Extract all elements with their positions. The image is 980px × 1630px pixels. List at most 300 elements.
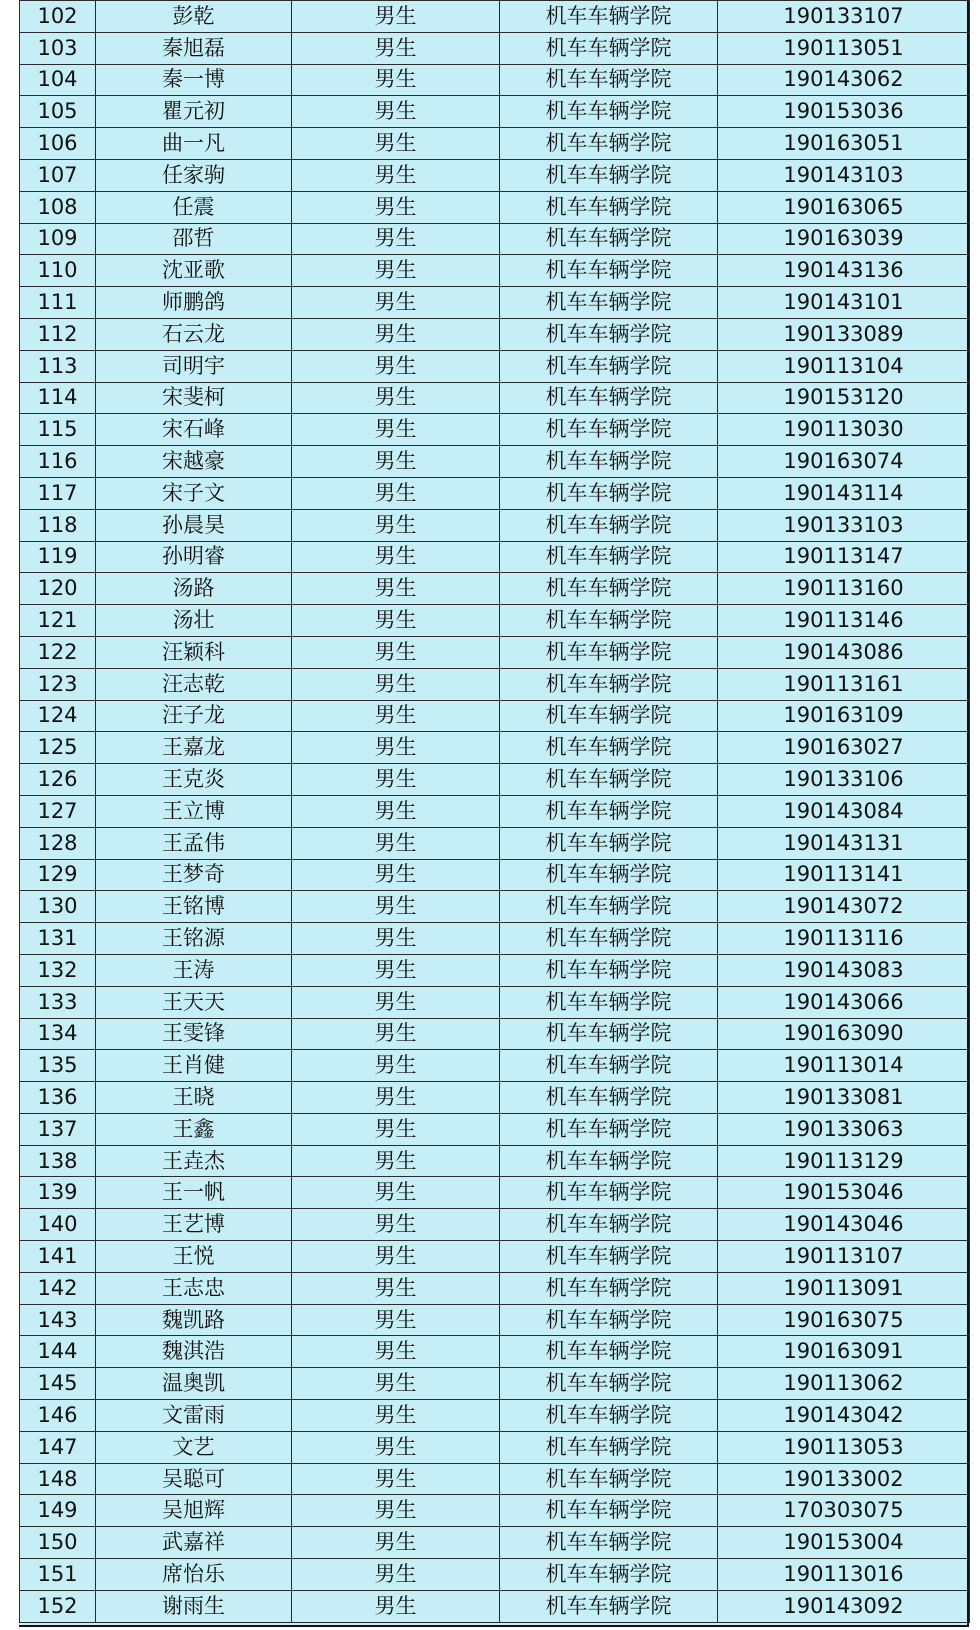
gender-cell: 男生 [292,1209,500,1241]
college-cell: 机车车辆学院 [500,509,718,541]
student-id-cell: 190143083 [718,954,970,986]
row-number-cell: 149 [20,1495,96,1527]
college-cell: 机车车辆学院 [500,668,718,700]
college-cell: 机车车辆学院 [500,573,718,605]
row-number-cell: 147 [20,1431,96,1463]
table-row [20,827,970,859]
row-number-cell: 115 [20,414,96,446]
gender-cell: 男生 [292,795,500,827]
table-row [20,382,970,414]
row-number-cell: 132 [20,954,96,986]
table-row [20,636,970,668]
student-name-cell: 吴聪可 [96,1463,292,1495]
student-name-cell: 汪颖科 [96,636,292,668]
gender-cell: 男生 [292,859,500,891]
student-name-cell: 王鑫 [96,1113,292,1145]
college-cell: 机车车辆学院 [500,636,718,668]
college-cell: 机车车辆学院 [500,1145,718,1177]
gender-cell: 男生 [292,1527,500,1559]
student-name-cell: 武嘉祥 [96,1527,292,1559]
row-number-cell: 109 [20,223,96,255]
row-number-cell: 151 [20,1559,96,1591]
student-name-cell: 任震 [96,191,292,223]
student-name-cell: 汤路 [96,573,292,605]
student-id-cell: 190113016 [718,1559,970,1591]
table-row [20,1431,970,1463]
table-row [20,732,970,764]
student-id-cell: 190133103 [718,509,970,541]
gender-cell: 男生 [292,1400,500,1432]
table-row [20,64,970,96]
college-cell: 机车车辆学院 [500,32,718,64]
student-id-cell: 190163090 [718,1018,970,1050]
student-name-cell: 王涛 [96,954,292,986]
gender-cell: 男生 [292,700,500,732]
row-number-cell: 111 [20,287,96,319]
table-row [20,1272,970,1304]
student-id-cell: 190163074 [718,446,970,478]
student-name-cell: 王铭源 [96,923,292,955]
student-id-cell: 190133107 [718,1,970,33]
student-id-cell: 190143086 [718,636,970,668]
gender-cell: 男生 [292,1241,500,1273]
college-cell: 机车车辆学院 [500,1304,718,1336]
table-row [20,1495,970,1527]
student-id-cell: 190113062 [718,1368,970,1400]
table-row [20,1304,970,1336]
table-row [20,859,970,891]
college-cell: 机车车辆学院 [500,1463,718,1495]
gender-cell: 男生 [292,159,500,191]
gender-cell: 男生 [292,668,500,700]
table-row [20,255,970,287]
student-id-cell: 190113107 [718,1241,970,1273]
student-name-cell: 宋越豪 [96,446,292,478]
student-id-cell: 190113104 [718,350,970,382]
student-name-cell: 王克炎 [96,764,292,796]
student-name-cell: 司明宇 [96,350,292,382]
row-number-cell: 110 [20,255,96,287]
table-row [20,1590,970,1622]
row-number-cell: 133 [20,986,96,1018]
row-number-cell: 152 [20,1590,96,1622]
row-number-cell: 116 [20,446,96,478]
college-cell: 机车车辆学院 [500,1368,718,1400]
student-name-cell: 王雯锋 [96,1018,292,1050]
row-number-cell: 135 [20,1050,96,1082]
student-id-cell: 190133002 [718,1463,970,1495]
student-id-cell: 190143136 [718,255,970,287]
row-number-cell: 124 [20,700,96,732]
table-row [20,1082,970,1114]
student-name-cell: 任家驹 [96,159,292,191]
student-name-cell: 秦一博 [96,64,292,96]
row-number-cell: 136 [20,1082,96,1114]
gender-cell: 男生 [292,986,500,1018]
student-name-cell: 王嘉龙 [96,732,292,764]
student-id-cell: 190113160 [718,573,970,605]
row-number-cell: 150 [20,1527,96,1559]
student-id-cell: 190143103 [718,159,970,191]
table-row [20,446,970,478]
college-cell: 机车车辆学院 [500,764,718,796]
table-row [20,1400,970,1432]
table-row [20,795,970,827]
student-id-cell: 190143092 [718,1590,970,1622]
row-number-cell: 106 [20,128,96,160]
gender-cell: 男生 [292,414,500,446]
student-id-cell: 190153120 [718,382,970,414]
gender-cell: 男生 [292,1463,500,1495]
student-name-cell: 宋斐柯 [96,382,292,414]
row-number-cell: 130 [20,891,96,923]
table-row [20,1050,970,1082]
row-number-cell: 128 [20,827,96,859]
student-name-cell: 谢雨生 [96,1590,292,1622]
college-cell: 机车车辆学院 [500,795,718,827]
gender-cell: 男生 [292,1495,500,1527]
student-name-cell: 石云龙 [96,318,292,350]
student-name-cell: 王梦奇 [96,859,292,891]
student-name-cell: 文艺 [96,1431,292,1463]
table-row [20,1336,970,1368]
table-row [20,350,970,382]
gender-cell: 男生 [292,1,500,33]
row-number-cell: 138 [20,1145,96,1177]
gender-cell: 男生 [292,923,500,955]
row-number-cell: 126 [20,764,96,796]
row-number-cell: 108 [20,191,96,223]
gender-cell: 男生 [292,350,500,382]
college-cell: 机车车辆学院 [500,1,718,33]
table-row [20,414,970,446]
student-id-cell: 190153046 [718,1177,970,1209]
roster-table-body [20,1,970,1623]
student-id-cell: 190143072 [718,891,970,923]
gender-cell: 男生 [292,1145,500,1177]
student-name-cell: 师鹏鸽 [96,287,292,319]
college-cell: 机车车辆学院 [500,446,718,478]
student-name-cell: 王肖健 [96,1050,292,1082]
student-name-cell: 王孟伟 [96,827,292,859]
student-name-cell: 王艺博 [96,1209,292,1241]
row-number-cell: 102 [20,1,96,33]
student-id-cell: 190113051 [718,32,970,64]
gender-cell: 男生 [292,764,500,796]
gender-cell: 男生 [292,605,500,637]
student-name-cell: 汪子龙 [96,700,292,732]
student-name-cell: 彭乾 [96,1,292,33]
table-row [20,159,970,191]
student-name-cell: 沈亚歌 [96,255,292,287]
college-cell: 机车车辆学院 [500,223,718,255]
student-name-cell: 瞿元初 [96,96,292,128]
college-cell: 机车车辆学院 [500,1082,718,1114]
college-cell: 机车车辆学院 [500,1495,718,1527]
row-number-cell: 121 [20,605,96,637]
table-row [20,128,970,160]
college-cell: 机车车辆学院 [500,1177,718,1209]
student-name-cell: 王铭博 [96,891,292,923]
row-number-cell: 148 [20,1463,96,1495]
gender-cell: 男生 [292,96,500,128]
college-cell: 机车车辆学院 [500,891,718,923]
college-cell: 机车车辆学院 [500,923,718,955]
gender-cell: 男生 [292,1272,500,1304]
gender-cell: 男生 [292,1177,500,1209]
row-number-cell: 105 [20,96,96,128]
gender-cell: 男生 [292,1590,500,1622]
student-id-cell: 190143114 [718,477,970,509]
gender-cell: 男生 [292,1050,500,1082]
student-name-cell: 席怡乐 [96,1559,292,1591]
gender-cell: 男生 [292,827,500,859]
gender-cell: 男生 [292,223,500,255]
row-number-cell: 120 [20,573,96,605]
college-cell: 机车车辆学院 [500,605,718,637]
student-id-cell: 190133106 [718,764,970,796]
roster-sheet [19,0,969,1627]
table-row [20,1,970,33]
student-name-cell: 温奥凯 [96,1368,292,1400]
row-number-cell: 140 [20,1209,96,1241]
gender-cell: 男生 [292,32,500,64]
student-id-cell: 190163039 [718,223,970,255]
gender-cell: 男生 [292,1336,500,1368]
row-number-cell: 103 [20,32,96,64]
table-row [20,764,970,796]
student-name-cell: 王一帆 [96,1177,292,1209]
gender-cell: 男生 [292,1018,500,1050]
student-name-cell: 魏凯路 [96,1304,292,1336]
student-name-cell: 魏淇浩 [96,1336,292,1368]
student-name-cell: 王晓 [96,1082,292,1114]
table-row [20,1527,970,1559]
student-id-cell: 190133089 [718,318,970,350]
student-id-cell: 190163051 [718,128,970,160]
student-id-cell: 190143046 [718,1209,970,1241]
table-row [20,1177,970,1209]
student-id-cell: 190143042 [718,1400,970,1432]
gender-cell: 男生 [292,732,500,764]
student-id-cell: 190133081 [718,1082,970,1114]
college-cell: 机车车辆学院 [500,350,718,382]
table-row [20,1559,970,1591]
student-name-cell: 邵哲 [96,223,292,255]
table-row [20,954,970,986]
table-row [20,605,970,637]
student-name-cell: 汤壮 [96,605,292,637]
student-id-cell: 190143062 [718,64,970,96]
college-cell: 机车车辆学院 [500,700,718,732]
student-id-cell: 190113053 [718,1431,970,1463]
student-roster-table [19,0,970,1623]
student-name-cell: 孙晨昊 [96,509,292,541]
gender-cell: 男生 [292,573,500,605]
college-cell: 机车车辆学院 [500,1209,718,1241]
table-row [20,1113,970,1145]
row-number-cell: 104 [20,64,96,96]
student-id-cell: 190113147 [718,541,970,573]
row-number-cell: 142 [20,1272,96,1304]
college-cell: 机车车辆学院 [500,732,718,764]
gender-cell: 男生 [292,1431,500,1463]
student-id-cell: 190143101 [718,287,970,319]
gender-cell: 男生 [292,1559,500,1591]
student-name-cell: 曲一凡 [96,128,292,160]
table-row [20,1368,970,1400]
table-row [20,1209,970,1241]
row-number-cell: 112 [20,318,96,350]
gender-cell: 男生 [292,477,500,509]
table-row [20,223,970,255]
student-id-cell: 190113014 [718,1050,970,1082]
college-cell: 机车车辆学院 [500,191,718,223]
college-cell: 机车车辆学院 [500,128,718,160]
college-cell: 机车车辆学院 [500,414,718,446]
college-cell: 机车车辆学院 [500,541,718,573]
gender-cell: 男生 [292,541,500,573]
gender-cell: 男生 [292,954,500,986]
student-name-cell: 宋子文 [96,477,292,509]
college-cell: 机车车辆学院 [500,954,718,986]
gender-cell: 男生 [292,255,500,287]
row-number-cell: 119 [20,541,96,573]
college-cell: 机车车辆学院 [500,382,718,414]
row-number-cell: 134 [20,1018,96,1050]
row-number-cell: 117 [20,477,96,509]
student-id-cell: 190163109 [718,700,970,732]
table-row [20,287,970,319]
gender-cell: 男生 [292,509,500,541]
table-row [20,541,970,573]
college-cell: 机车车辆学院 [500,1241,718,1273]
row-number-cell: 114 [20,382,96,414]
college-cell: 机车车辆学院 [500,1527,718,1559]
college-cell: 机车车辆学院 [500,1018,718,1050]
table-row [20,923,970,955]
student-name-cell: 王垚杰 [96,1145,292,1177]
college-cell: 机车车辆学院 [500,1050,718,1082]
college-cell: 机车车辆学院 [500,827,718,859]
student-id-cell: 190153004 [718,1527,970,1559]
student-id-cell: 190113116 [718,923,970,955]
gender-cell: 男生 [292,1082,500,1114]
student-name-cell: 秦旭磊 [96,32,292,64]
row-number-cell: 118 [20,509,96,541]
row-number-cell: 125 [20,732,96,764]
row-number-cell: 122 [20,636,96,668]
student-name-cell: 孙明睿 [96,541,292,573]
row-number-cell: 143 [20,1304,96,1336]
student-id-cell: 190113129 [718,1145,970,1177]
student-id-cell: 190113146 [718,605,970,637]
table-row [20,318,970,350]
table-row [20,1018,970,1050]
student-id-cell: 190143131 [718,827,970,859]
row-number-cell: 107 [20,159,96,191]
table-row [20,1463,970,1495]
table-row [20,573,970,605]
student-id-cell: 190113161 [718,668,970,700]
student-name-cell: 文雷雨 [96,1400,292,1432]
college-cell: 机车车辆学院 [500,287,718,319]
row-number-cell: 127 [20,795,96,827]
college-cell: 机车车辆学院 [500,1336,718,1368]
college-cell: 机车车辆学院 [500,1590,718,1622]
student-id-cell: 190163027 [718,732,970,764]
gender-cell: 男生 [292,64,500,96]
gender-cell: 男生 [292,382,500,414]
gender-cell: 男生 [292,1368,500,1400]
student-id-cell: 190113141 [718,859,970,891]
student-name-cell: 王志忠 [96,1272,292,1304]
student-id-cell: 190113030 [718,414,970,446]
row-number-cell: 139 [20,1177,96,1209]
college-cell: 机车车辆学院 [500,255,718,287]
gender-cell: 男生 [292,287,500,319]
college-cell: 机车车辆学院 [500,1113,718,1145]
table-row [20,477,970,509]
table-row [20,509,970,541]
row-number-cell: 145 [20,1368,96,1400]
student-name-cell: 王悦 [96,1241,292,1273]
table-row [20,1241,970,1273]
row-number-cell: 129 [20,859,96,891]
gender-cell: 男生 [292,318,500,350]
college-cell: 机车车辆学院 [500,1431,718,1463]
college-cell: 机车车辆学院 [500,318,718,350]
college-cell: 机车车辆学院 [500,159,718,191]
college-cell: 机车车辆学院 [500,96,718,128]
student-id-cell: 190163091 [718,1336,970,1368]
student-id-cell: 170303075 [718,1495,970,1527]
table-row [20,700,970,732]
student-id-cell: 190143084 [718,795,970,827]
row-number-cell: 137 [20,1113,96,1145]
row-number-cell: 146 [20,1400,96,1432]
college-cell: 机车车辆学院 [500,859,718,891]
student-name-cell: 汪志乾 [96,668,292,700]
student-id-cell: 190143066 [718,986,970,1018]
student-id-cell: 190163075 [718,1304,970,1336]
row-number-cell: 113 [20,350,96,382]
college-cell: 机车车辆学院 [500,1272,718,1304]
college-cell: 机车车辆学院 [500,986,718,1018]
table-row [20,986,970,1018]
gender-cell: 男生 [292,446,500,478]
table-row [20,891,970,923]
student-id-cell: 190133063 [718,1113,970,1145]
table-row [20,96,970,128]
gender-cell: 男生 [292,128,500,160]
college-cell: 机车车辆学院 [500,477,718,509]
student-name-cell: 宋石峰 [96,414,292,446]
college-cell: 机车车辆学院 [500,64,718,96]
gender-cell: 男生 [292,1304,500,1336]
row-number-cell: 144 [20,1336,96,1368]
table-row [20,1145,970,1177]
table-row [20,32,970,64]
gender-cell: 男生 [292,1113,500,1145]
student-id-cell: 190113091 [718,1272,970,1304]
college-cell: 机车车辆学院 [500,1559,718,1591]
table-row [20,668,970,700]
student-name-cell: 吴旭辉 [96,1495,292,1527]
student-id-cell: 190153036 [718,96,970,128]
row-number-cell: 141 [20,1241,96,1273]
college-cell: 机车车辆学院 [500,1400,718,1432]
